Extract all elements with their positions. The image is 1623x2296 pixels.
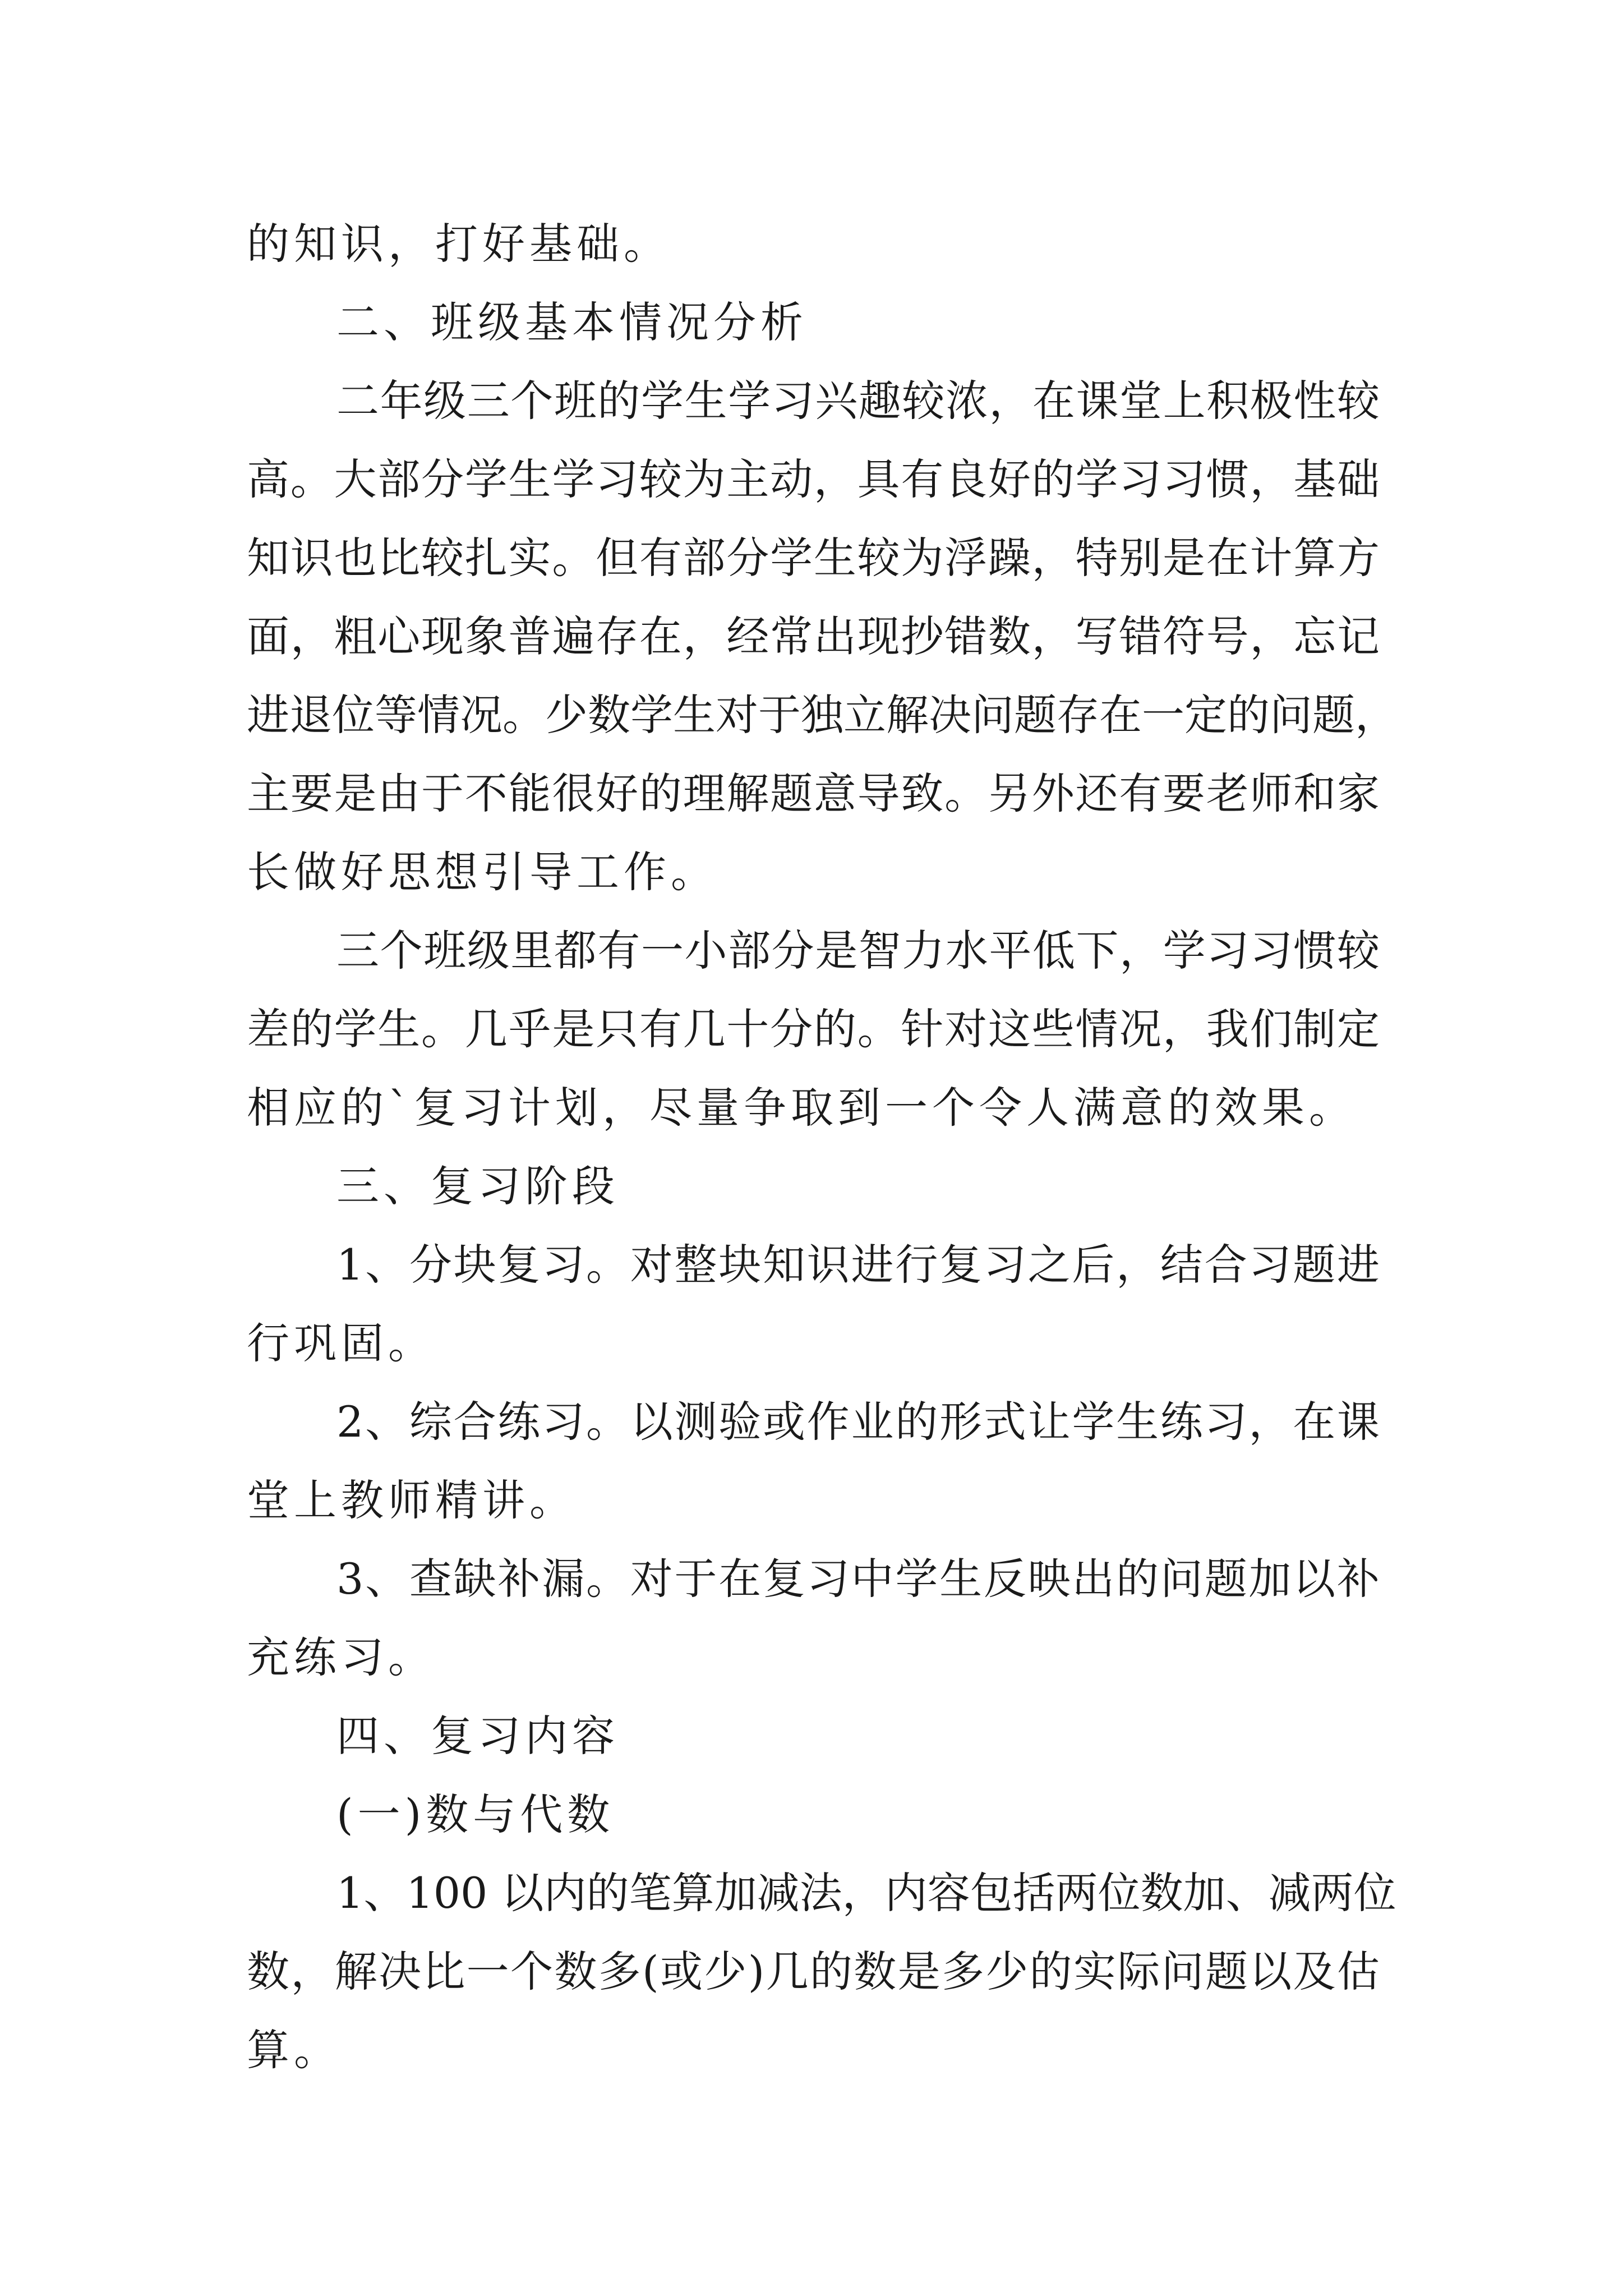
text-line: 行巩固。	[247, 1318, 435, 1368]
section-heading: 二、班级基本情况分析	[336, 297, 808, 347]
text-line: 长做好思想引导工作。	[247, 847, 718, 897]
text-line: 主要是由于不能很好的理解题意导致。另外还有要老师和家	[247, 769, 1380, 818]
subsection-heading: (一)数与代数	[336, 1789, 615, 1839]
text-line: 充练习。	[247, 1632, 435, 1682]
text-line: 三个班级里都有一小部分是智力水平低下，学习习惯较	[336, 926, 1380, 976]
section-heading: 四、复习内容	[336, 1711, 619, 1761]
text-line: 相应的`复习计划，尽量争取到一个令人满意的效果。	[247, 1083, 1356, 1133]
text-line: 高。大部分学生学习较为主动，具有良好的学习习惯，基础	[247, 454, 1380, 504]
text-line: 面，粗心现象普遍存在，经常出现抄错数，写错符号，忘记	[247, 611, 1380, 661]
text-line: 堂上教师精讲。	[247, 1475, 577, 1525]
text-line: 算。	[247, 2025, 341, 2075]
list-item: 1、分块复习。对整块知识进行复习之后，结合习题进	[336, 1240, 1380, 1290]
text-line: 知识也比较扎实。但有部分学生较为浮躁，特别是在计算方	[247, 533, 1380, 583]
list-item: 2、综合练习。以测验或作业的形式让学生练习，在课	[336, 1397, 1380, 1447]
text-line: 差的学生。几乎是只有几十分的。针对这些情况，我们制定	[247, 1004, 1380, 1054]
text-line: 进退位等情况。少数学生对于独立解决问题存在一定的问题，	[247, 690, 1398, 740]
section-heading: 三、复习阶段	[336, 1161, 619, 1211]
text-line: 的知识，打好基础。	[247, 219, 671, 269]
list-item: 1、100 以内的笔算加减法，内容包括两位数加、减两位	[336, 1868, 1396, 1918]
text-line: 二年级三个班的学生学习兴趣较浓，在课堂上积极性较	[336, 376, 1380, 426]
text-line: 数，解决比一个数多(或少)几的数是多少的实际问题以及估	[247, 1947, 1380, 1996]
list-item: 3、查缺补漏。对于在复习中学生反映出的问题加以补	[336, 1554, 1380, 1604]
